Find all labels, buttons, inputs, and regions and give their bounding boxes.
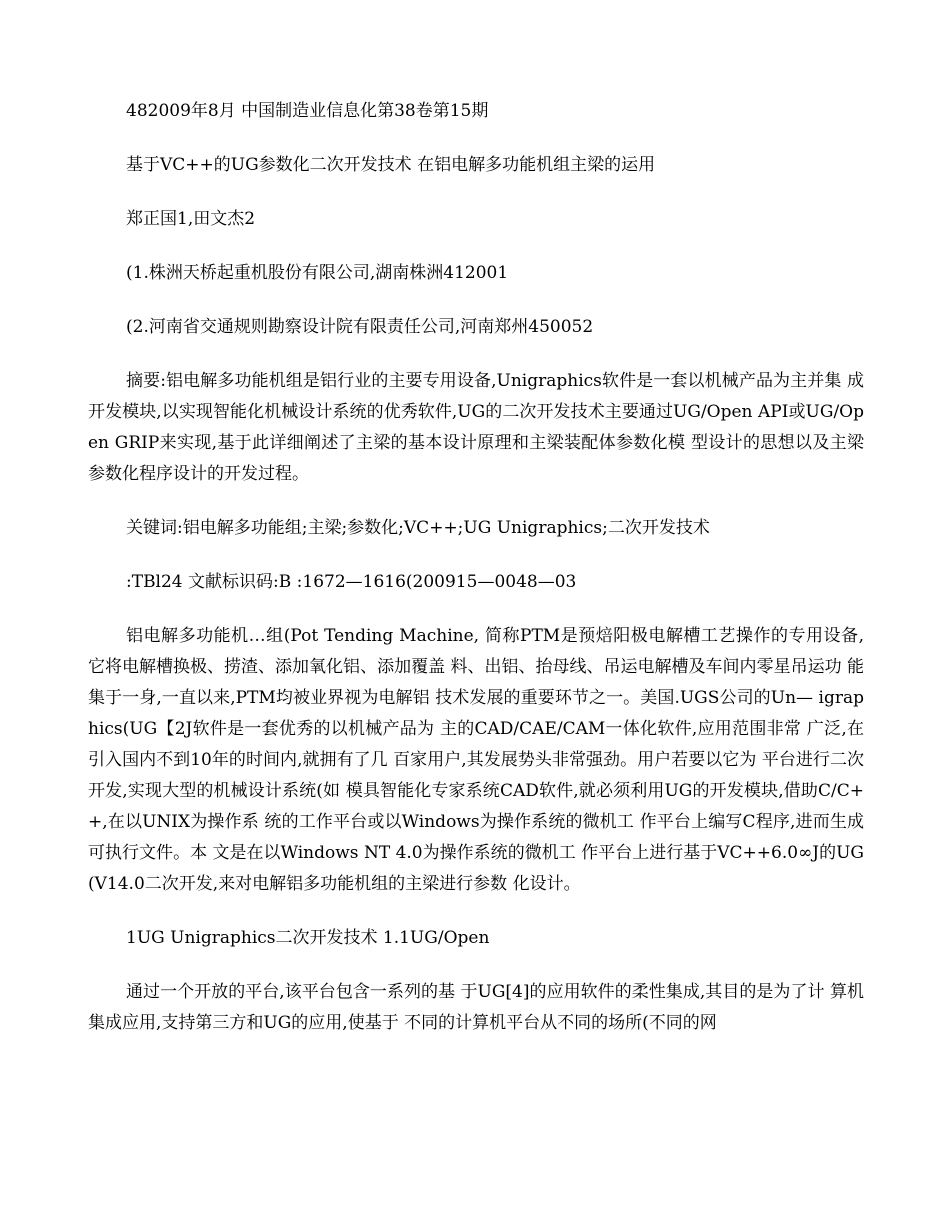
keywords-line: 关键词:铝电解多功能组;主梁;参数化;VC++;UG Unigraphics;二次开发技术 <box>126 518 710 538</box>
affiliation-1: (1.株洲天桥起重机股份有限公司,湖南株洲412001 <box>126 263 509 283</box>
intro-paragraph: 铝电解多功能机…组(Pot Tending Machine, 简称PTM是预焙阳极电解槽工艺操作的专用设备,它将电解槽换极、捞渣、添加氧化铝、添加覆盖 料、出铝、抬母线、吊运电解槽及车间内零星吊运功 能集于一身,一直以来,PTM均被业界视为电解铝 技术发展的重要环节之一。美国.UGS公司的Un— igraphics(UG【2J软件是一套优秀的以机械产品为 主的CAD/CAE/CAM一体化软件,应用范围非常 广泛,在引入国内不到10年的时间内,就拥有了几 百家用户,其发展势头非常强劲。用户若要以它为 平台进行二次开发,实现大型的机械设计系统(如 模具智能化专家系统CAD软件,就必须利用UG的开发模块,借助C/C++,在以UNIX为操作系 统的工作平台或以Windows为操作系统的微机工 作平台上编写C程序,进而生成可执行文件。本 文是在以Windows NT 4.0为操作系统的微机工 作平台上进行基于VC++6.0∞J的UG(V14.0二次开发,来对电解铝多功能机组的主梁进行参数 化设计。 <box>88 626 864 894</box>
classification-line: :TBl24 文献标识码:B :1672—1616(200915—0048—03 <box>126 572 577 592</box>
section-heading: 1UG Unigraphics二次开发技术 1.1UG/Open <box>126 928 490 948</box>
abstract-paragraph: 摘要:铝电解多功能机组是铝行业的主要专用设备,Unigraphics软件是一套以机械产品为主并集 成开发模块,以实现智能化机械设计系统的优秀软件,UG的二次开发技术主要通过UG/Open API或UG/Open GRIP来实现,基于此详细阐述了主梁的基本设计原理和主梁装配体参数化模 型设计的思想以及主梁参数化程序设计的开发过程。 <box>88 371 864 484</box>
journal-header-line: 482009年8月 中国制造业信息化第38卷第15期 <box>126 101 489 121</box>
affiliation-2: (2.河南省交通规则勘察设计院有限责任公司,河南郑州450052 <box>126 317 594 337</box>
authors-line: 郑正国1,田文杰2 <box>126 209 256 229</box>
paper-title: 基于VC++的UG参数化二次开发技术 在铝电解多功能机组主梁的运用 <box>126 155 656 175</box>
document-page <box>88 96 864 1062</box>
section-paragraph: 通过一个开放的平台,该平台包含一系列的基 于UG[4]的应用软件的柔性集成,其目的是为了计 算机集成应用,支持第三方和UG的应用,使基于 不同的计算机平台从不同的场所(不同的网 <box>88 982 864 1033</box>
